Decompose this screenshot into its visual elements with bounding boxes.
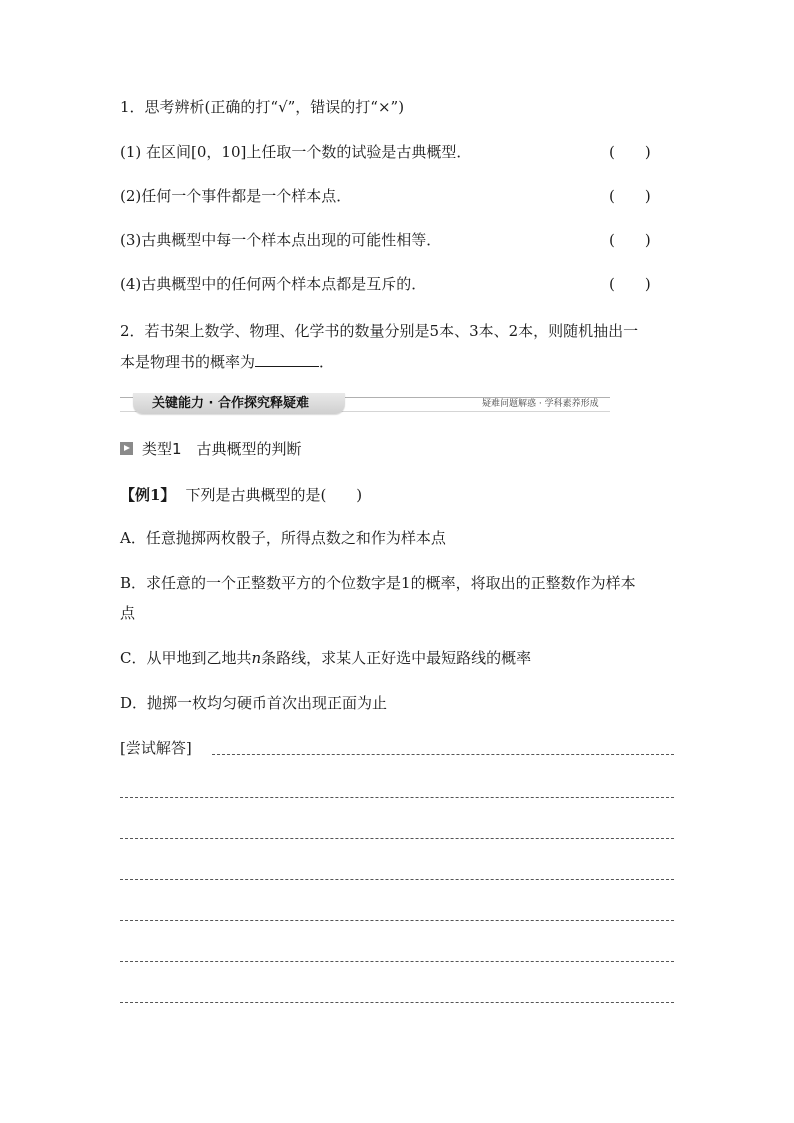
option-c-text-end: 条路线，求某人正好选中最短路线的概率 <box>261 649 532 667</box>
answer-line-2[interactable] <box>120 797 674 798</box>
question-1-stem: 1．思考辨析(正确的打“√”，错误的打“×”) <box>120 98 405 116</box>
option-c-text: C．从甲地到乙地共 <box>120 649 252 667</box>
example-stem: 下列是古典概型的是( ) <box>185 486 363 504</box>
answer-line-3[interactable] <box>120 838 674 839</box>
option-c-variable: n <box>251 649 262 667</box>
question-2-line-1: 2．若书架上数学、物理、化学书的数量分别是5本、3本、2本，则随机抽出一 <box>120 322 639 340</box>
option-d: D．抛掷一枚均匀硬币首次出现正面为止 <box>120 694 388 712</box>
type-1-heading: 类型1 古典概型的判断 <box>142 440 302 458</box>
example-label: 【例1】 <box>120 486 176 504</box>
answer-paren-4[interactable]: ( ) <box>609 275 651 293</box>
question-2-end: ． <box>319 353 335 371</box>
play-triangle-icon <box>120 442 133 455</box>
answer-paren-3[interactable]: ( ) <box>609 231 651 249</box>
example-1 <box>120 485 362 505</box>
section-title: 关键能力 · 合作探究释疑难 <box>152 396 309 411</box>
question-1-item-4: (4)古典概型中的任何两个样本点都是互斥的． <box>120 275 427 293</box>
option-c <box>120 648 531 668</box>
answer-line-7[interactable] <box>120 1002 674 1003</box>
answer-line-4[interactable] <box>120 879 674 880</box>
answer-line-6[interactable] <box>120 961 674 962</box>
question-2-text: 本是物理书的概率为 <box>120 353 256 371</box>
question-1-item-1: (1) 在区间[0，10]上任取一个数的试验是古典概型． <box>120 143 472 161</box>
question-2-line-2 <box>120 352 334 372</box>
option-b-line-2: 点 <box>120 604 136 622</box>
section-tagline: 疑难问题解惑 · 学科素养形成 <box>482 399 599 409</box>
answer-paren-2[interactable]: ( ) <box>609 187 651 205</box>
answer-line-1[interactable] <box>212 754 674 755</box>
question-1-item-2: (2)任何一个事件都是一个样本点． <box>120 187 352 205</box>
question-1-item-3: (3)古典概型中每一个样本点出现的可能性相等． <box>120 231 442 249</box>
answer-paren-1[interactable]: ( ) <box>609 143 651 161</box>
attempt-label: [尝试解答] <box>120 739 192 757</box>
answer-blank[interactable] <box>255 352 319 367</box>
option-a: A．任意抛掷两枚骰子，所得点数之和作为样本点 <box>120 529 446 547</box>
answer-line-5[interactable] <box>120 920 674 921</box>
option-b-line-1: B．求任意的一个正整数平方的个位数字是1的概率，将取出的正整数作为样本 <box>120 574 636 592</box>
